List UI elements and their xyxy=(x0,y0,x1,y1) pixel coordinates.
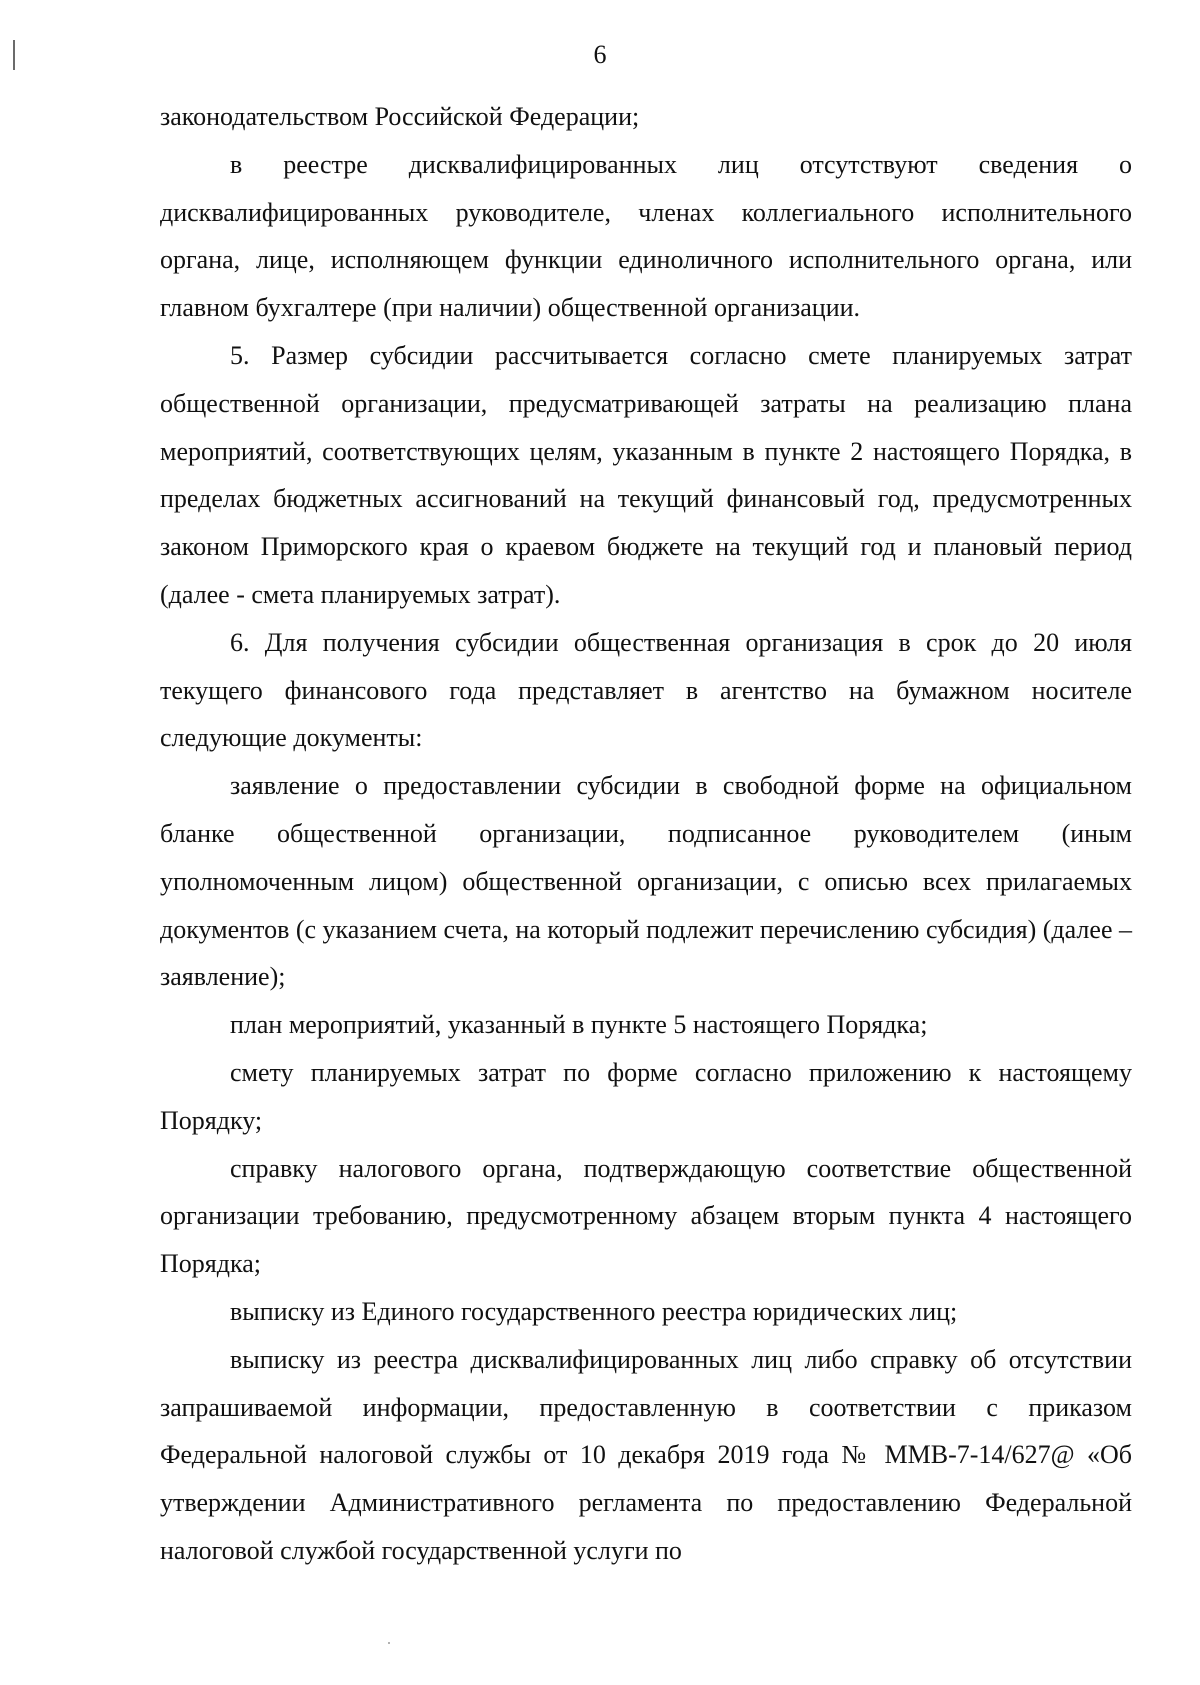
paragraph-event-plan: план мероприятий, указанный в пункте 5 настоящего Порядка; xyxy=(230,1010,928,1040)
paragraph-item-5: 5. Размер субсидии рассчитывается согласно смете планируемых затрат общественной организации, предусматривающей затраты на реализацию плана мероприятий, соответствующих целям, указанным в пункте 2 настоящего Порядка, в пределах бюджетных ассигнований на текущий финансовый год, предусмотренных законом Приморского края о краевом бюджете на текущий год и плановый период (далее - смета планируемых затрат). xyxy=(160,340,1132,609)
paragraph-disqualified-registry: в реестре дисквалифицированных лиц отсутствуют сведения о дисквалифицированных руководителе, членах коллегиального исполнительного органа, лице, исполняющем функции единоличного исполнительного органа, или главном бухгалтере (при наличии) общественной организации. xyxy=(160,149,1132,323)
paragraph-item-6: 6. Для получения субсидии общественная организация в срок до 20 июля текущего финансового года представляет в агентство на бумажном носителе следующие документы: xyxy=(160,627,1132,753)
page-number: 6 xyxy=(593,40,607,69)
paragraph-tax-certificate: справку налогового органа, подтверждающую соответствие общественной организации требованию, предусмотренному абзацем вторым пункта 4 настоящего Порядка; xyxy=(160,1153,1132,1279)
paragraph-registry-extract: выписку из реестра дисквалифицированных лиц либо справку об отсутствии запрашиваемой информации, предоставленную в соответствии с приказом Федеральной налоговой службы от 10 декабря 2019 года № ММВ-7-14/627@ «Об утверждении Административного регламента по предоставлению Федеральной налоговой службой государственной услуги по xyxy=(160,1344,1132,1565)
paragraph-egrul-extract: выписку из Единого государственного реестра юридических лиц; xyxy=(230,1296,958,1326)
scan-artifact-dot xyxy=(388,1642,390,1644)
document-body xyxy=(160,93,1132,1575)
paragraph-continuation: законодательством Российской Федерации; xyxy=(160,102,640,131)
paragraph-application: заявление о предоставлении субсидии в свободной форме на официальном бланке общественной организации, подписанное руководителем (иным уполномоченным лицом) общественной организации, с описью всех прилагаемых документов (с указанием счета, на который подлежит перечислению субсидия) (далее – заявление); xyxy=(160,771,1132,992)
paragraph-cost-estimate: смету планируемых затрат по форме согласно приложению к настоящему Порядку; xyxy=(160,1057,1132,1135)
